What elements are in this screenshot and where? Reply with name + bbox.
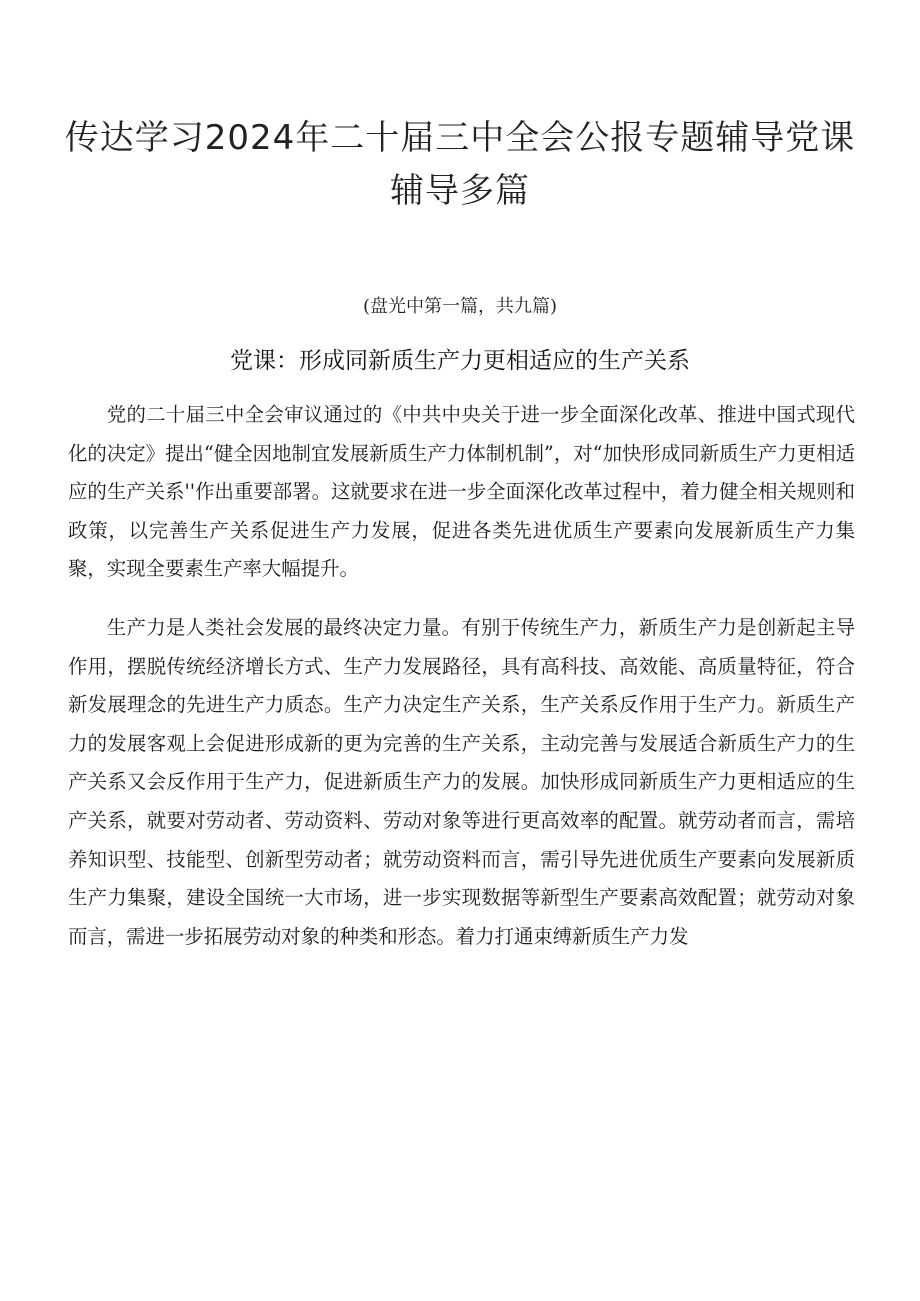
document-title bbox=[60, 112, 860, 218]
document-title-line-2: 辅导多篇 bbox=[390, 171, 530, 211]
paragraph-2: 生产力是人类社会发展的最终决定力量。有别于传统生产力，新质生产力是创新起主导作用，摆脱传统经济增长方式、生产力发展路径，具有高科技、高效能、高质量特征，符合新发展理念的先进生产力质态。生产力决定生产关系，生产关系反作用于生产力。新质生产力的发展客观上会促进形成新的更为完善的生产关系，主动完善与发展适合新质生产力的生产关系又会反作用于生产力，促进新质生产力的发展。加快形成同新质生产力更相适应的生产关系，就要对劳动者、劳动资料、劳动对象等进行更高效率的配置。就劳动者而言，需培养知识型、技能型、创新型劳动者；就劳动资料而言，需引导先进优质生产要素向发展新质生产力集聚，建设全国统一大市场，进一步实现数据等新型生产要素高效配置；就劳动对象而言，需进一步拓展劳动对象的种类和形态。着力打通束缚新质生产力发 bbox=[68, 615, 855, 948]
paragraph-1: 党的二十届三中全会审议通过的《中共中央关于进一步全面深化改革、推进中国式现代化的决定》提出“健全因地制宜发展新质生产力体制机制”，对“加快形成同新质生产力更相适应的生产关系''作出重要部署。这就要求在进一步全面深化改革过程中，着力健全相关规则和政策，以完善生产关系促进生产力发展，促进各类先进优质生产要素向发展新质生产力集聚，实现全要素生产率大幅提升。 bbox=[68, 403, 855, 581]
body-text bbox=[68, 396, 855, 956]
part-note: (盘光中第一篇，共九篇) bbox=[362, 296, 558, 317]
document-title-line-1: 传达学习2024年二十届三中全会公报专题辅导党课 bbox=[64, 118, 856, 158]
section-heading: 党课：形成同新质生产力更相适应的生产关系 bbox=[230, 348, 690, 374]
